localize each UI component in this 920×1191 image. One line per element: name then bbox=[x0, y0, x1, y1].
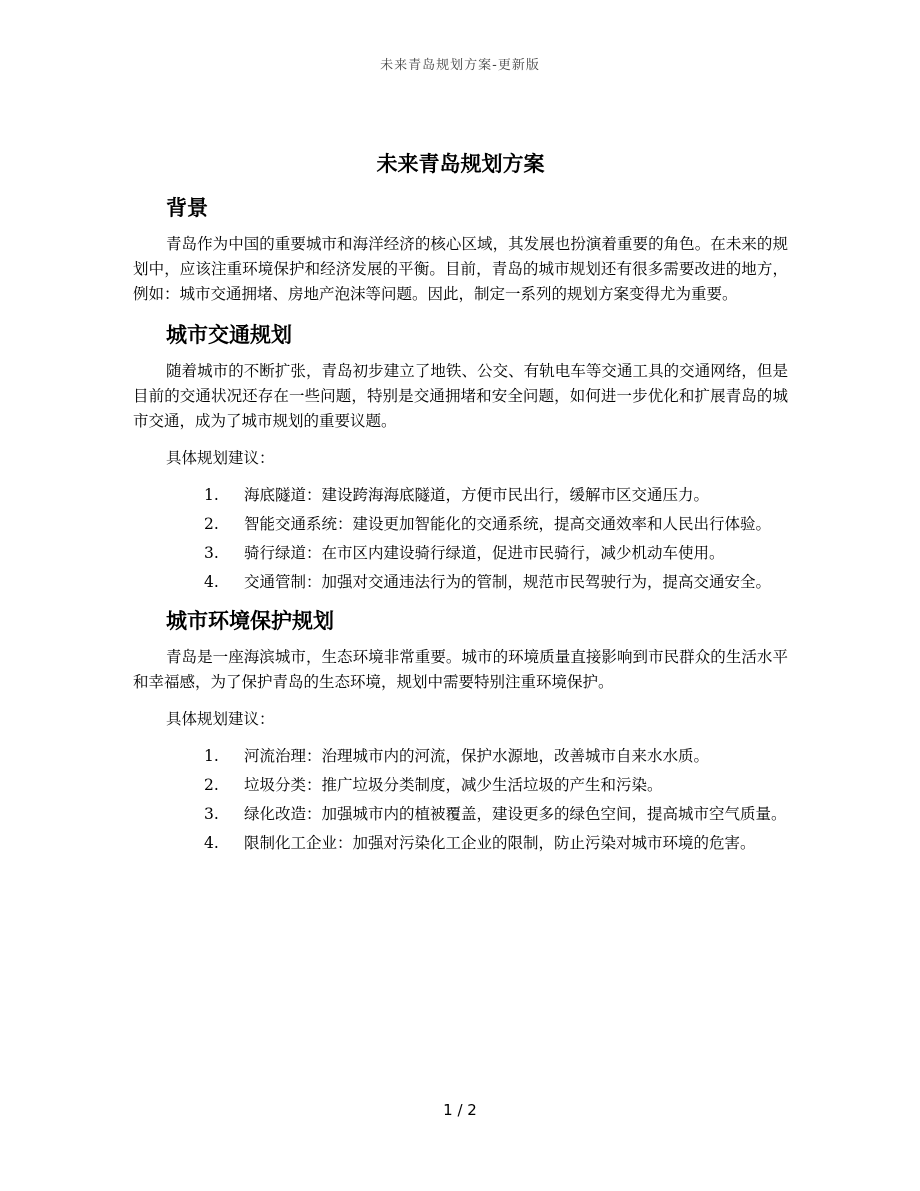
list-item bbox=[133, 570, 788, 595]
page-number: 1 / 2 bbox=[443, 1101, 477, 1119]
list-text: 骑行绿道：在市区内建设骑行绿道，促进市民骑行，减少机动车使用。 bbox=[244, 544, 725, 562]
list-item bbox=[133, 483, 788, 508]
list-text: 垃圾分类：推广垃圾分类制度，减少生活垃圾的产生和污染。 bbox=[244, 776, 663, 794]
environment-suggestions-lead: 具体规划建议： bbox=[166, 710, 275, 728]
section-paragraph-transport: 随着城市的不断扩张，青岛初步建立了地铁、公交、有轨电车等交通工具的交通网络，但是目前的交通状况还存在一些问题，特别是交通拥堵和安全问题，如何进一步优化和扩展青岛的城市交通，成为了城市规划的重要议题。 bbox=[133, 362, 788, 430]
list-number: 1. bbox=[204, 486, 219, 504]
section-paragraph-environment: 青岛是一座海滨城市，生态环境非常重要。城市的环境质量直接影响到市民群众的生活水平和幸福感，为了保护青岛的生态环境，规划中需要特别注重环境保护。 bbox=[133, 648, 788, 691]
list-number: 2. bbox=[204, 776, 219, 794]
document-body bbox=[133, 148, 788, 866]
list-item bbox=[133, 744, 788, 769]
list-text: 绿化改造：加强城市内的植被覆盖，建设更多的绿色空间，提高城市空气质量。 bbox=[244, 805, 787, 823]
document-title: 未来青岛规划方案 bbox=[376, 152, 545, 176]
list-text: 河流治理：治理城市内的河流，保护水源地，改善城市自来水水质。 bbox=[244, 747, 710, 765]
transport-suggestions-list bbox=[133, 483, 788, 595]
list-text: 海底隧道：建设跨海海底隧道，方便市民出行，缓解市区交通压力。 bbox=[244, 486, 710, 504]
list-item bbox=[133, 802, 788, 827]
list-item bbox=[133, 512, 788, 537]
list-number: 3. bbox=[204, 544, 219, 562]
list-text: 交通管制：加强对交通违法行为的管制，规范市民驾驶行为，提高交通安全。 bbox=[244, 573, 772, 591]
section-heading-transport: 城市交通规划 bbox=[166, 323, 292, 347]
list-item bbox=[133, 773, 788, 798]
list-number: 3. bbox=[204, 805, 219, 823]
list-text: 智能交通系统：建设更加智能化的交通系统，提高交通效率和人民出行体验。 bbox=[244, 515, 772, 533]
list-text: 限制化工企业：加强对污染化工企业的限制，防止污染对城市环境的危害。 bbox=[244, 834, 756, 852]
list-number: 4. bbox=[204, 573, 219, 591]
list-item bbox=[133, 541, 788, 566]
list-number: 2. bbox=[204, 515, 219, 533]
section-heading-environment: 城市环境保护规划 bbox=[166, 609, 334, 633]
section-paragraph-background: 青岛作为中国的重要城市和海洋经济的核心区域，其发展也扮演着重要的角色。在未来的规划中，应该注重环境保护和经济发展的平衡。目前，青岛的城市规划还有很多需要改进的地方，例如：城市交通拥堵、房地产泡沫等问题。因此，制定一系列的规划方案变得尤为重要。 bbox=[133, 235, 788, 303]
transport-suggestions-lead: 具体规划建议： bbox=[166, 449, 275, 467]
list-number: 4. bbox=[204, 834, 219, 852]
environment-suggestions-list bbox=[133, 744, 788, 856]
list-number: 1. bbox=[204, 747, 219, 765]
section-heading-background: 背景 bbox=[166, 196, 208, 220]
list-item bbox=[133, 831, 788, 856]
page-header: 未来青岛规划方案-更新版 bbox=[380, 58, 540, 73]
